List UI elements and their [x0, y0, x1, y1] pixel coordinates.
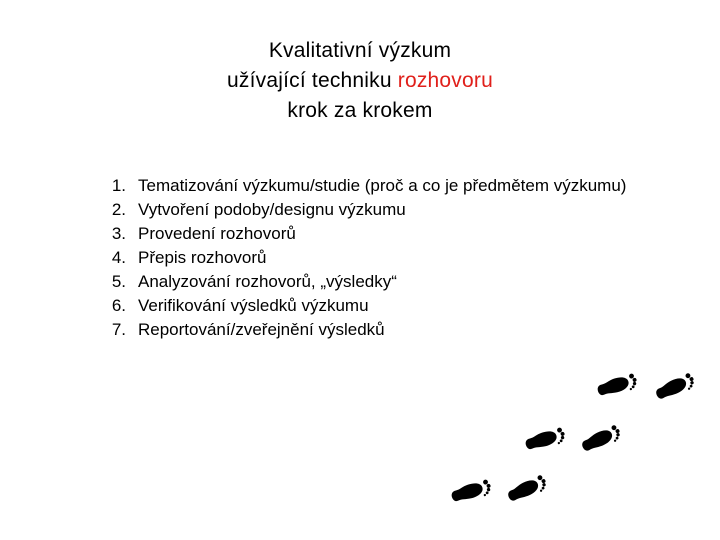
- list-item-number: 3.: [111, 224, 126, 243]
- list-item-text: Analyzování rozhovorů, „výsledky“: [138, 272, 397, 291]
- list-item-text: Tematizování výzkumu/studie (proč a co je předmětem výzkumu): [138, 176, 627, 195]
- footprint: [596, 372, 639, 400]
- list-item-number: 2.: [111, 200, 126, 219]
- list-item: [96, 198, 696, 222]
- slide-title: [0, 36, 720, 126]
- list-item-number: 7.: [111, 320, 126, 339]
- list-item-number: 6.: [111, 296, 126, 315]
- list-item-text: Reportování/zveřejnění výsledků: [138, 320, 385, 339]
- footprint: [450, 478, 493, 506]
- list-item-text: Vytvoření podoby/designu výzkumu: [138, 200, 406, 219]
- title-line-3: krok za krokem: [287, 99, 433, 122]
- footprint: [506, 473, 549, 505]
- list-item: [96, 270, 696, 294]
- list-item: [96, 294, 696, 318]
- title-line-1: Kvalitativní výzkum: [268, 39, 452, 62]
- list-item-text: Verifikování výsledků výzkumu: [138, 296, 369, 315]
- list-item-number: 5.: [111, 272, 126, 291]
- footprint: [654, 371, 697, 403]
- list-item-number: 1.: [111, 176, 126, 195]
- title-line-2: [0, 66, 720, 96]
- steps-list: [96, 174, 696, 342]
- list-item: [96, 246, 696, 270]
- list-item-text: Provedení rozhovorů: [138, 224, 296, 243]
- title-line-2-prefix: užívající techniku: [227, 69, 398, 92]
- list-item-number: 4.: [111, 248, 126, 267]
- footprint: [580, 423, 623, 455]
- list-item: [96, 174, 696, 198]
- footprints-icon: [420, 348, 720, 540]
- list-item-text: Přepis rozhovorů: [138, 248, 267, 267]
- title-accent-word: rozhovoru: [397, 69, 493, 92]
- footprint: [524, 426, 567, 454]
- list-item: [96, 222, 696, 246]
- list-item: [96, 318, 696, 342]
